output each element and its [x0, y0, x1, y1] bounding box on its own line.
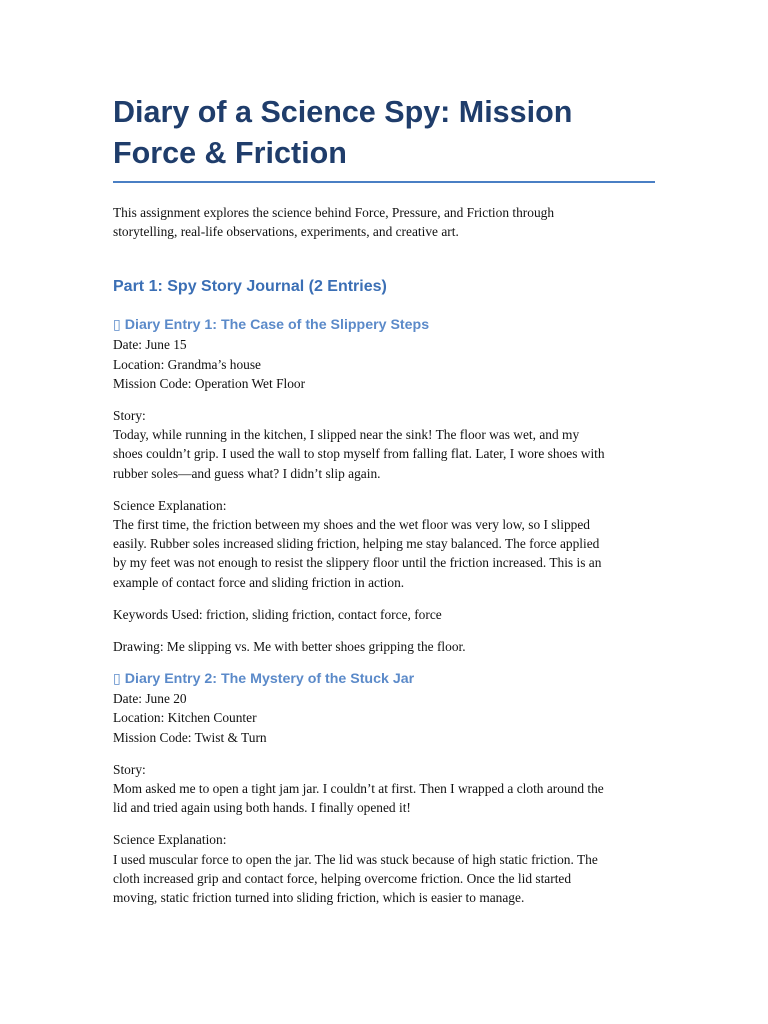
entry2-story-line: lid and tried again using both hands. I finally opened it! [113, 800, 411, 816]
entry2-mission-code: Mission Code: Twist & Turn [113, 729, 267, 745]
entry1-science [113, 496, 655, 592]
entry1-drawing: Drawing: Me slipping vs. Me with better shoes gripping the floor. [113, 639, 466, 655]
entry2-meta [113, 689, 655, 747]
entry1-science-label: Science Explanation: [113, 497, 227, 513]
entry2-science-line: moving, static friction turned into sliding friction, which is easier to manage. [113, 890, 525, 906]
entry1-story [113, 406, 655, 483]
entry1-meta [113, 335, 655, 393]
entry1-science-line: The first time, the friction between my shoes and the wet floor was very low, so I slipped [113, 517, 590, 533]
entry2-heading [113, 669, 655, 689]
entry2-story-label: Story: [113, 761, 146, 777]
intro-line: This assignment explores the science behind Force, Pressure, and Friction through [113, 205, 555, 220]
entry1-keywords: Keywords Used: friction, sliding friction, contact force, force [113, 606, 442, 622]
entry1-story-label: Story: [113, 408, 146, 424]
entry2-science [113, 830, 655, 907]
intro-paragraph [113, 203, 655, 241]
entry1-heading-text: Diary Entry 1: The Case of the Slippery Steps [124, 317, 430, 334]
entry1-heading [113, 315, 655, 335]
entry1-story-line: rubber soles—and guess what? I didn’t slip again. [113, 465, 381, 481]
document-title: Diary of a Science Spy: Mission Force & Friction [113, 92, 655, 183]
entry2-date: Date: June 20 [113, 691, 187, 707]
entry1-date: Date: June 15 [113, 337, 187, 353]
entry1-location: Location: Grandma’s house [113, 356, 262, 372]
part1-heading: Part 1: Spy Story Journal (2 Entries) [113, 278, 387, 296]
entry2-story [113, 760, 655, 818]
entry1-science-line: example of contact force and sliding friction in action. [113, 574, 405, 590]
intro-line: storytelling, real-life observations, experiments, and creative art. [113, 224, 459, 240]
entry2-science-line: I used muscular force to open the jar. The lid was stuck because of high static friction. The [113, 851, 598, 867]
entry2-heading-text: Diary Entry 2: The Mystery of the Stuck Jar [124, 671, 415, 688]
entry1-story-line: Today, while running in the kitchen, I slipped near the sink! The floor was wet, and my [113, 427, 580, 443]
missing-glyph-icon: ▯ [113, 671, 121, 688]
entry1-science-line: by my feet was not enough to resist the slippery floor until the friction increased. This is an [113, 555, 602, 571]
entry2-science-label: Science Explanation: [113, 832, 227, 848]
entry2-story-line: Mom asked me to open a tight jam jar. I couldn’t at first. Then I wrapped a cloth around the [113, 781, 604, 797]
missing-glyph-icon: ▯ [113, 317, 121, 334]
entry1-story-line: shoes couldn’t grip. I used the wall to stop myself from falling flat. Later, I wore shoes with [113, 446, 605, 462]
entry2-science-line: cloth increased grip and contact force, helping overcome friction. Once the lid started [113, 870, 572, 886]
entry2-location: Location: Kitchen Counter [113, 710, 257, 726]
entry1-mission-code: Mission Code: Operation Wet Floor [113, 375, 306, 391]
entry1-science-line: easily. Rubber soles increased sliding friction, helping me stay balanced. The force applied [113, 536, 600, 552]
